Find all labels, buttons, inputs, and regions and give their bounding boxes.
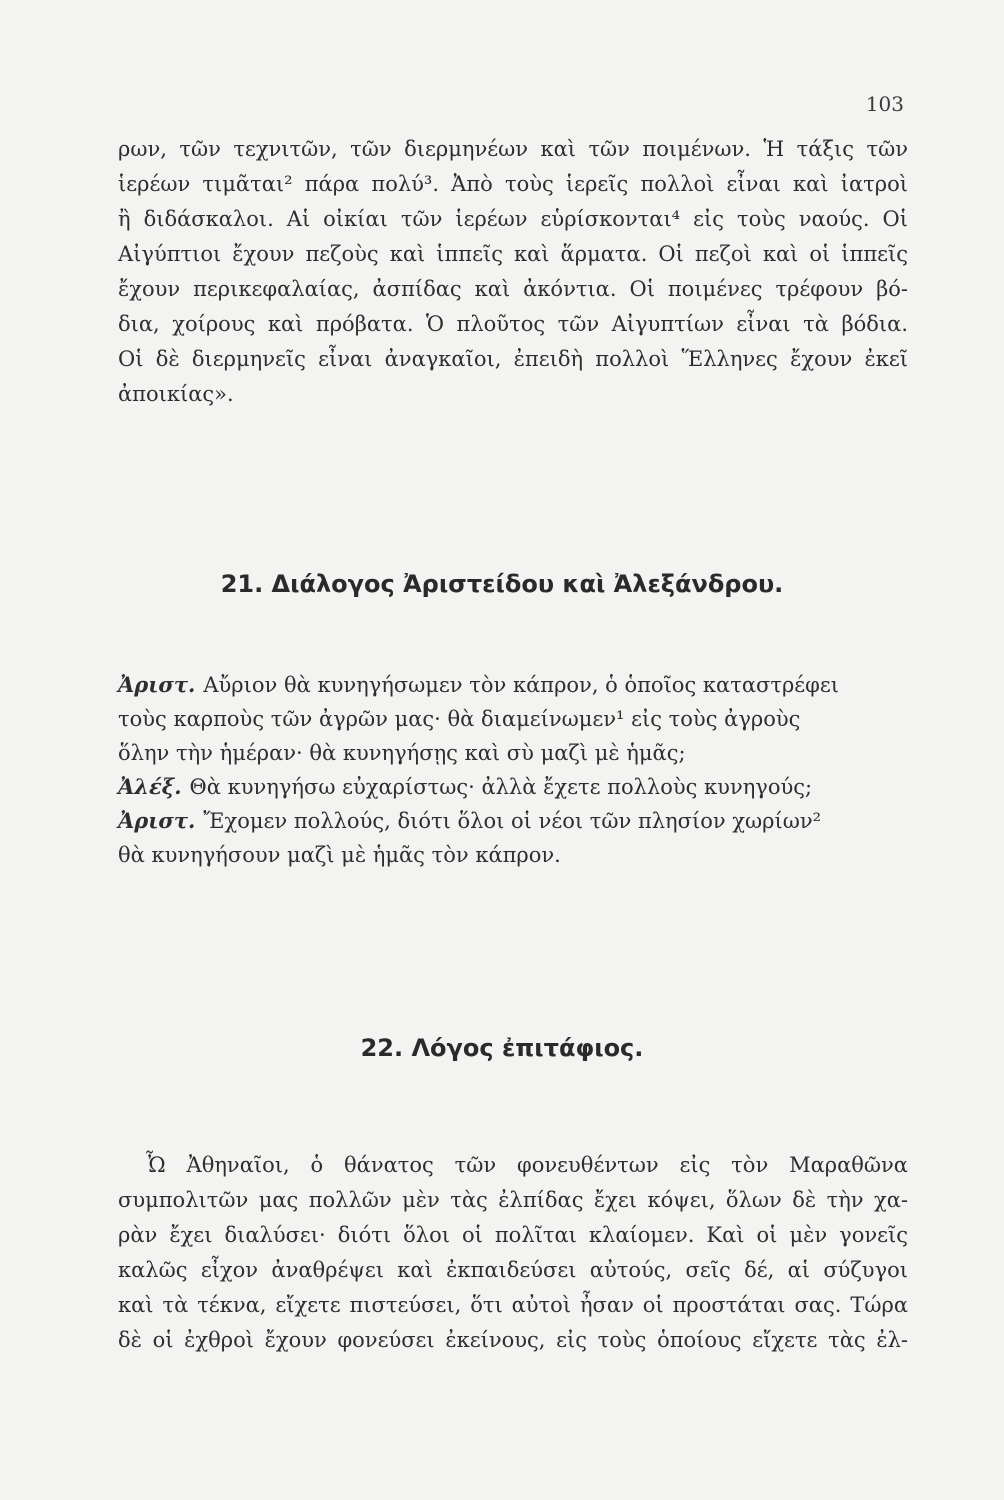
speaker-label: Ἀλέξ. xyxy=(118,774,182,799)
text-line: δὲ οἱ ἐχθροὶ ἔχουν φονεύσει ἐκείνους, εἰς τοὺς ὁποίους εἴχετε τὰς ἐλ- xyxy=(118,1328,908,1352)
dialog-turn xyxy=(118,668,918,702)
section-21-title: 21. Διάλογος Ἀριστείδου καὶ Ἀλεξάνδρου. xyxy=(220,570,784,598)
text-line: συμπολιτῶν μας πολλῶν μὲν τὰς ἐλπίδας ἔχει κόψει, ὅλων δὲ τὴν χα- xyxy=(118,1188,908,1212)
text-line: Ὦ Ἀθηναῖοι, ὁ θάνατος τῶν φονευθέντων εἰς τὸν Μαραθῶνα xyxy=(146,1153,908,1177)
text-line: ἀποικίας». xyxy=(118,382,234,406)
text-line: ρὰν ἔχει διαλύσει· διότι ὅλοι οἱ πολῖται κλαίομεν. Καὶ οἱ μὲν γονεῖς xyxy=(118,1223,908,1247)
dialog-block xyxy=(118,668,918,872)
dialog-text: τοὺς καρποὺς τῶν ἀγρῶν μας· θὰ διαμείνωμεν¹ εἰς τοὺς ἀγροὺς xyxy=(118,707,801,731)
dialog-text: Ἔχομεν πολλούς, διότι ὅλοι οἱ νέοι τῶν πλησίον χωρίων² xyxy=(203,809,822,833)
text-line: καὶ τὰ τέκνα, εἴχετε πιστεύσει, ὅτι αὐτοὶ ἦσαν οἱ προστάται σας. Τώρα xyxy=(118,1293,908,1317)
speaker-label: Ἀριστ. xyxy=(118,672,196,697)
text-line: ἔχουν περικεφαλαίας, ἀσπίδας καὶ ἀκόντια. Οἱ ποιμένες τρέφουν βό- xyxy=(118,277,908,301)
dialog-turn xyxy=(118,804,918,838)
page-number: 103 xyxy=(865,92,904,116)
dialog-turn xyxy=(118,770,918,804)
dialog-text: θὰ κυνηγήσουν μαζὶ μὲ ἡμᾶς τὸν κάπρον. xyxy=(118,843,561,867)
dialog-text: Αὔριον θὰ κυνηγήσωμεν τὸν κάπρον, ὁ ὁποῖος καταστρέφει xyxy=(203,673,839,697)
text-line: Αἰγύπτιοι ἔχουν πεζοὺς καὶ ἱππεῖς καὶ ἅρματα. Οἱ πεζοὶ καὶ οἱ ἱππεῖς xyxy=(118,242,908,266)
dialog-text: ὅλην τὴν ἡμέραν· θὰ κυνηγήσῃς καὶ σὺ μαζὶ μὲ ἡμᾶς; xyxy=(118,741,686,765)
text-line: δια, χοίρους καὶ πρόβατα. Ὁ πλοῦτος τῶν Αἰγυπτίων εἶναι τὰ βόδια. xyxy=(118,312,908,336)
dialog-text: Θὰ κυνηγήσω εὐχαρίστως· ἀλλὰ ἔχετε πολλοὺς κυνηγούς; xyxy=(189,775,813,799)
text-line: καλῶς εἶχον ἀναθρέψει καὶ ἐκπαιδεύσει αὐτούς, σεῖς δέ, αἱ σύζυγοι xyxy=(118,1258,908,1282)
intro-paragraph xyxy=(118,132,908,412)
text-line: Οἱ δὲ διερμηνεῖς εἶναι ἀναγκαῖοι, ἐπειδὴ πολλοὶ Ἕλληνες ἔχουν ἐκεῖ xyxy=(118,347,908,371)
section-22-title: 22. Λόγος ἐπιτάφιος. xyxy=(360,1034,644,1062)
text-line: ἢ διδάσκαλοι. Αἱ οἰκίαι τῶν ἱερέων εὑρίσκονται⁴ εἰς τοὺς ναούς. Οἱ xyxy=(118,207,908,231)
text-line: ρων, τῶν τεχνιτῶν, τῶν διερμηνέων καὶ τῶν ποιμένων. Ἡ τάξις τῶν xyxy=(118,137,908,161)
section-22-paragraph xyxy=(118,1148,908,1358)
text-line: ἱερέων τιμᾶται² πάρα πολύ³. Ἀπὸ τοὺς ἱερεῖς πολλοὶ εἶναι καὶ ἰατροὶ xyxy=(118,172,908,196)
speaker-label: Ἀριστ. xyxy=(118,808,196,833)
